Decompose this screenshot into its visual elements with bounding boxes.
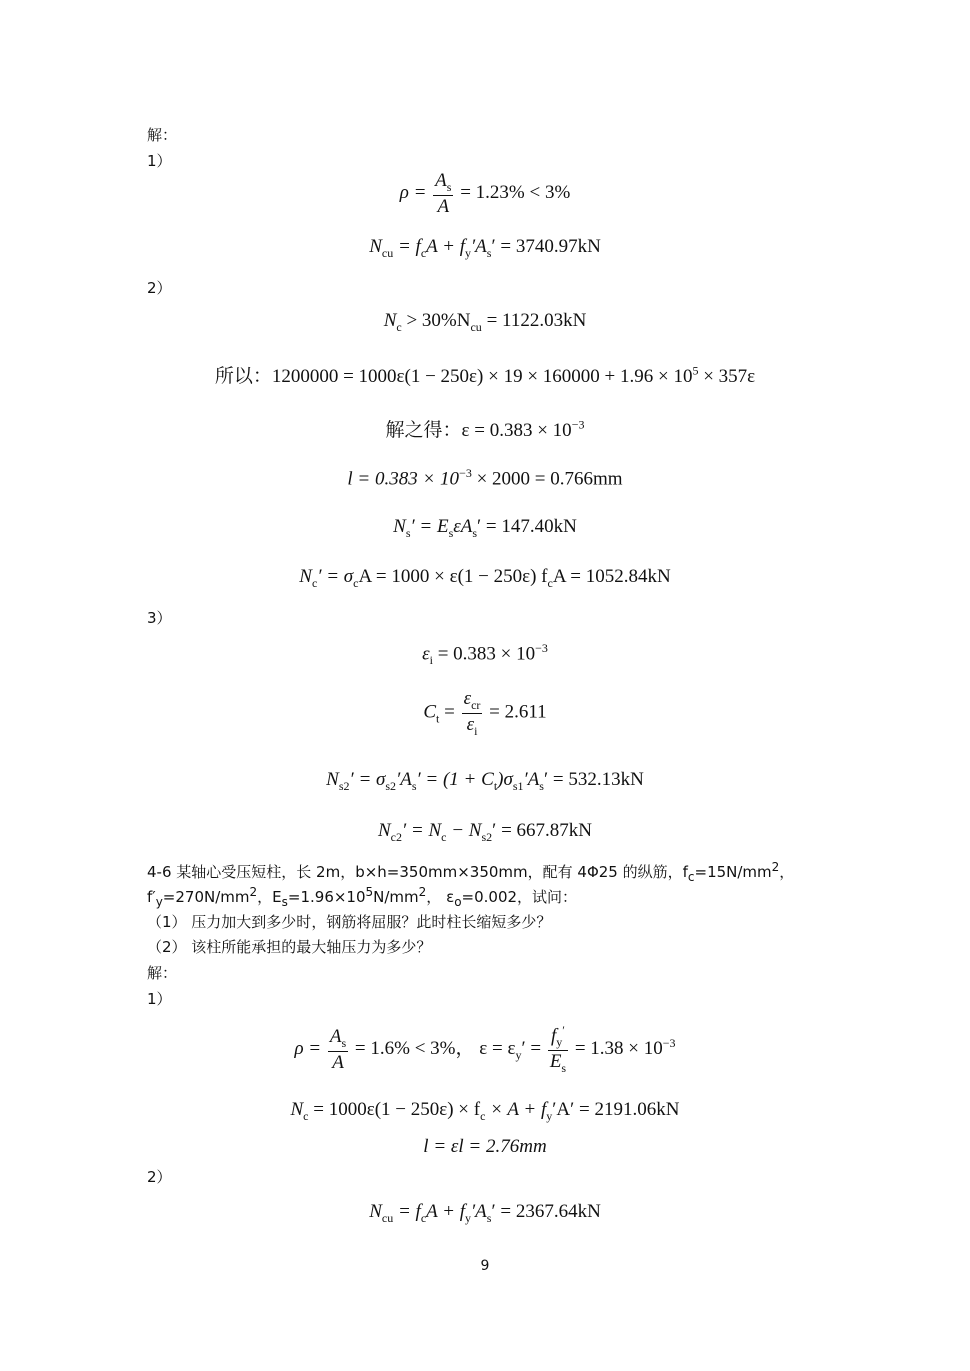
equation-ns: $N_s' = E_s\varepsilon A_s' = 147.40kN$ [393,516,577,540]
equation-ncu-2: $N_{cu} = f_cA + f_y'A_s' = 2367.64kN$ [369,1201,601,1225]
equation-rho: ρ = $\frac{A_s}{A}$ = 1.23% < 3% [399,170,571,217]
question-2: （2） 该柱所能承担的最大轴压力为多少？ [147,938,432,956]
problem-statement-line-1: 4-6 某轴心受压短柱，长 2m，b×h=350mm×350mm，配有 4Φ25 的纵筋，$f_c=15N/mm^2$， [147,860,795,884]
solution-label: 解： [147,126,178,144]
equation-strain-solution: 解之得：$\varepsilon = 0.383 \times 10^{-3}$ [385,417,585,441]
equation-nc2: $N_{c2}' = N_c - N_{s2}' = 667.87kN$ [377,820,592,844]
equation-ncu-1: $N_{cu} = f_cA + f_y'A_s' = 3740.97kN$ [369,236,601,260]
equation-nc-gt: $N_c > 30\%N_{cu} = 1122.03kN$ [383,310,587,334]
page-number: 9 [480,1258,490,1274]
part-2-label: 2） [147,279,172,297]
part-1-label-2: 1） [147,990,172,1008]
part-1-label: 1） [147,152,172,170]
solution-label-2: 解： [147,964,178,982]
equation-ct: $C_t$ = $\frac{\varepsilon_{cr}}{\varepsilon_i}$ = 2.611 [423,688,547,738]
problem-statement-line-2: $f'_y=270N/mm^2$，$E_s=1.96\times 10^5N/mm^2$， $\varepsilon_o=0.002$，试问： [147,885,578,909]
equation-shortening-2: l = εl = 2.76mm [423,1136,547,1157]
equation-nc-yield: $N_c = 1000\varepsilon(1 - 250\varepsilon) \times f_c \times A + f_y'A' = 2191.06kN$ [290,1099,680,1123]
equation-rho-2: ρ = $\frac{A_s}{A}$ = 1.6% < 3%， $\varepsilon = \varepsilon_y'$ = $\frac{f_y'}{E_s}$ = $1.38 \times 10^{-3}$ [294,1023,676,1075]
equation-shortening-1: $l = 0.383 \times 10^{-3} \times 2000 = 0.766mm$ [347,466,623,490]
part-3-label: 3） [147,609,172,627]
equation-ns2: $N_{s2}' = \sigma_{s2}'A_s' = (1 + C_t)\sigma_{s1}'A_s' = 532.13kN$ [326,769,644,793]
equation-eps-i: $\varepsilon_i = 0.383 \times 10^{-3}$ [422,641,548,668]
part-2-label-2: 2） [147,1168,172,1186]
equation-suoyi: 所以：$1200000 = 1000\varepsilon(1 - 250\varepsilon) \times 19 \times 160000 + 1.96 \times 10^5 \times 357\varepsilon$ [214,363,756,387]
question-1: （1） 压力加大到多少时，钢筋将屈服？此时柱长缩短多少？ [147,913,552,931]
equation-nc-prime: $N_c' = \sigma_cA = 1000 \times \varepsilon(1 - 250\varepsilon) f_cA = 1052.84kN$ [299,566,671,590]
